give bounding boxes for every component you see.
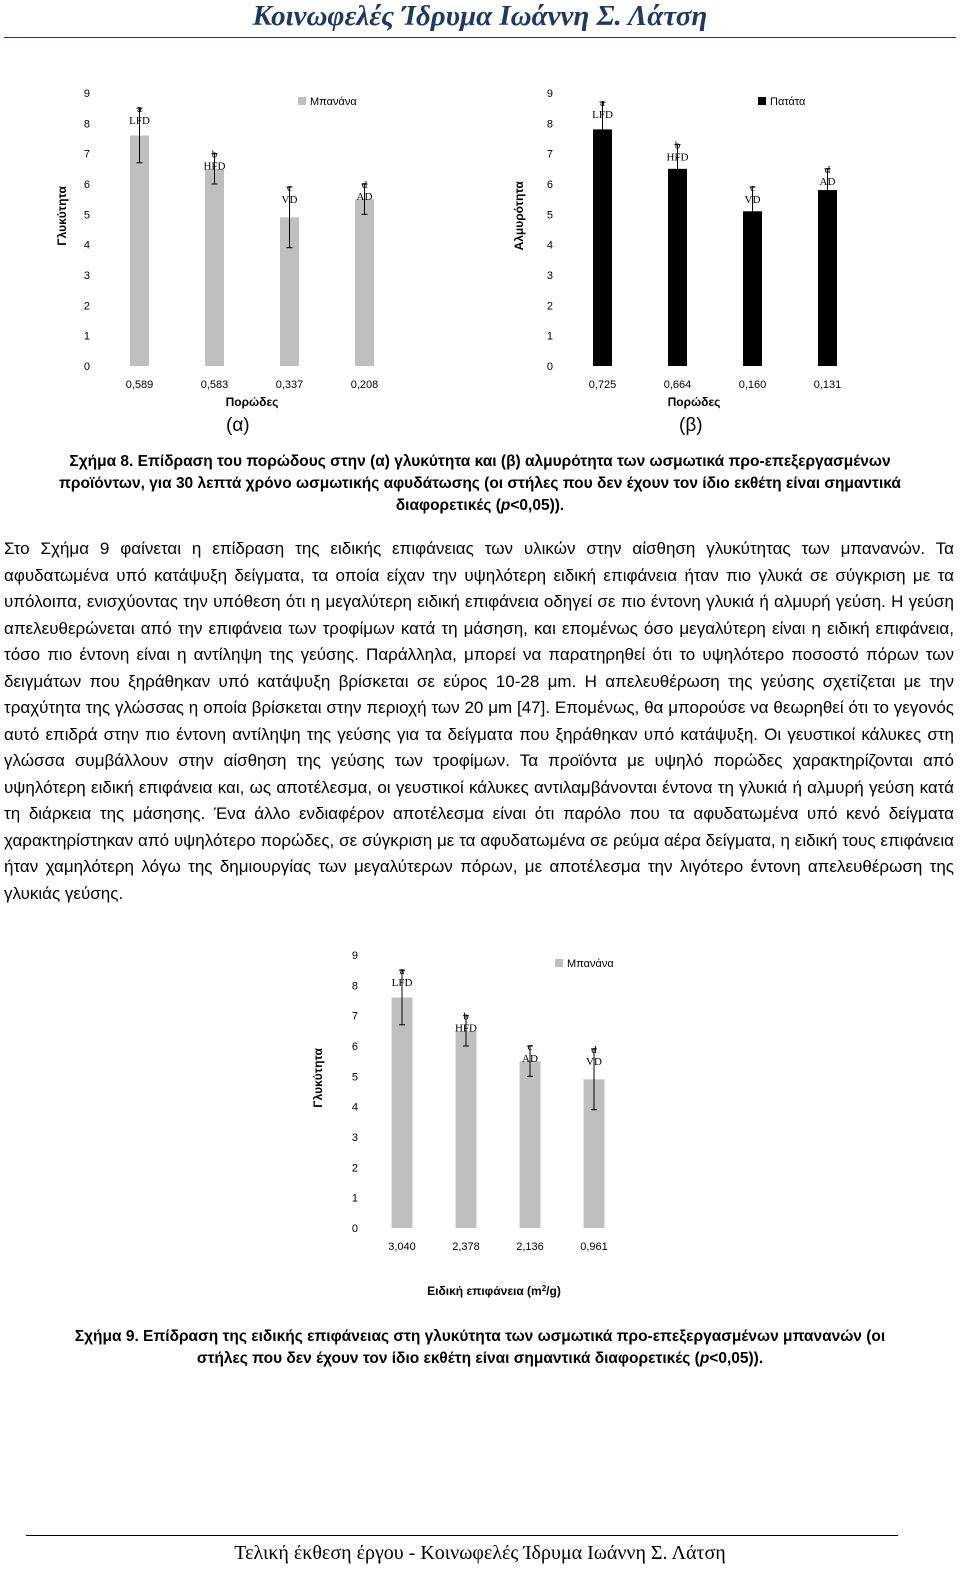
chart-9-ytick-label: 0 <box>351 1223 358 1235</box>
chart-a-ytick-label: 2 <box>83 300 90 313</box>
chart-9-bar <box>456 1031 477 1228</box>
figure9-caption <box>0 1326 960 1370</box>
page-header-title: Κοινωφελές Ίδρυμα Ιωάννη Σ. Λάτση <box>252 0 708 32</box>
chart-b-xtick-label: 0,160 <box>738 379 767 391</box>
figure9-caption-line2-post: <0,05)). <box>709 1350 764 1367</box>
figure9-caption-p-symbol: p <box>699 1350 710 1367</box>
chart-9-xtick-label: 0,961 <box>580 1241 608 1253</box>
figure8-chart-a <box>40 80 480 415</box>
chart-a-ytick-label: 1 <box>83 330 90 343</box>
figure8-caption-line2: προϊόντων, για 30 λεπτά χρόνο ωσμωτικής αφυδάτωσης (οι στήλες που δεν έχουν τον ίδιο εκθέτη είναι σημαντικά <box>59 475 901 492</box>
chart-9-legend-label: Μπανάνα <box>567 958 614 970</box>
chart-9-ytick-label: 3 <box>351 1132 358 1144</box>
figure8-caption <box>0 451 960 517</box>
chart-b-significance-letter: c <box>750 182 755 195</box>
chart-b-group-label: VD <box>744 194 761 207</box>
chart-9-ytick-label: 7 <box>351 1010 358 1023</box>
chart-a-significance-letter: d <box>361 179 368 191</box>
chart-b-ytick-label: 1 <box>546 330 553 343</box>
chart-b-xtick-label: 0,131 <box>813 379 842 391</box>
chart-a-ylabel: Γλυκύτητα <box>55 186 69 246</box>
chart-9-bar <box>520 1061 541 1228</box>
page-footer: Τελική έκθεση έργου - Κοινωφελές Ίδρυμα Ιωάννη Σ. Λάτση <box>234 1542 726 1564</box>
chart-9-ytick-label: 9 <box>351 950 358 962</box>
chart-9-ytick-label: 5 <box>351 1071 358 1084</box>
chart-a-group-label: HFD <box>203 160 226 173</box>
figure8-caption-line3 <box>0 495 960 517</box>
figure8-caption-line3-post: <0,05)). <box>510 497 565 514</box>
chart-b-ytick-label: 6 <box>546 179 553 191</box>
chart-9-ytick-label: 4 <box>351 1101 358 1114</box>
chart-a-xlabel: Πορώδες <box>225 395 279 409</box>
chart-a-xtick-label: 0,337 <box>275 379 304 391</box>
chart-9-group-label: AD <box>522 1053 538 1065</box>
figure8-caption-line3-pre: διαφορετικές ( <box>395 497 501 514</box>
chart-9-significance-letter: b <box>463 1010 469 1023</box>
chart-9-ylabel: Γλυκύτητα <box>311 1048 325 1108</box>
chart-a-ytick-label: 5 <box>83 209 90 222</box>
chart-9-ytick-label: 8 <box>351 980 358 993</box>
chart-a-legend-swatch <box>298 97 306 105</box>
chart-9-xtick-label: 2,136 <box>516 1241 544 1253</box>
chart-a-ytick-label: 6 <box>83 179 90 191</box>
chart-9-xlabel-superscript: 2 <box>541 1283 547 1293</box>
chart-a-ytick-label: 0 <box>83 361 90 373</box>
chart-b-significance-letter: b <box>674 139 681 152</box>
chart-a-ytick-label: 9 <box>83 88 90 100</box>
chart-b-ytick-label: 7 <box>546 148 553 161</box>
body-paragraph <box>4 536 954 907</box>
chart-9-bar <box>392 997 413 1228</box>
chart-a-group-label: AD <box>356 191 373 203</box>
chart-b-ytick-label: 4 <box>546 239 553 252</box>
chart-b-xtick-label: 0,664 <box>663 379 692 391</box>
figure8-chart-b <box>495 80 935 415</box>
chart-a-xtick-label: 0,583 <box>200 379 229 391</box>
chart-9-xtick-label: 3,040 <box>388 1241 416 1253</box>
chart-9-ytick-label: 6 <box>351 1041 358 1053</box>
chart-9-group-label: HFD <box>454 1022 478 1035</box>
chart-a-bar <box>130 135 149 366</box>
chart-b-ytick-label: 5 <box>546 209 553 222</box>
chart-b-legend-swatch <box>758 97 766 105</box>
chart-b-xlabel: Πορώδες <box>667 395 721 409</box>
chart-9-significance-letter: d <box>591 1044 597 1057</box>
figure9-caption-line2-pre: στήλες που δεν έχουν τον ίδιο εκθέτη είναι σημαντικά διαφορετικές ( <box>196 1350 700 1367</box>
chart-a-bar <box>355 199 374 366</box>
chart-a-ytick-label: 3 <box>83 270 90 282</box>
chart-9-xlabel-main: Ειδική επιφάνεια (m <box>427 1284 542 1298</box>
figure8-caption-p-symbol: p <box>500 497 511 514</box>
chart-a-significance-letter: a <box>137 103 142 116</box>
chart-b-legend-label: Πατάτα <box>770 96 806 108</box>
chart-9-xlabel <box>427 1284 561 1299</box>
figure8-caption-line1: Σχήμα 8. Επίδραση του πορώδους στην (α) γλυκύτητα και (β) αλμυρότητα των ωσμωτικά προ-επεξεργασμένων <box>69 453 891 470</box>
chart-9-ytick-label: 1 <box>351 1192 358 1205</box>
chart-b-bar <box>593 129 612 366</box>
chart-9-xlabel-unit: /g) <box>546 1284 561 1298</box>
figure9-chart <box>290 940 670 1310</box>
chart-b-ylabel: Αλμυρότητα <box>512 181 526 251</box>
footer-divider <box>26 1535 898 1536</box>
chart-a-ytick-label: 8 <box>83 118 90 131</box>
chart-a-significance-letter: b <box>211 148 218 161</box>
chart-9-group-label: LFD <box>391 977 413 990</box>
chart-a-group-label: LFD <box>129 115 150 128</box>
chart-b-significance-letter: d <box>824 163 831 176</box>
header-divider <box>4 37 956 38</box>
figure9-caption-line2 <box>0 1348 960 1370</box>
chart-9-group-label: VD <box>586 1056 602 1069</box>
chart-b-group-label: LFD <box>592 109 613 122</box>
chart-b-ytick-label: 9 <box>546 88 553 100</box>
chart-b-ytick-label: 8 <box>546 118 553 131</box>
chart-a-significance-letter: c <box>287 182 292 195</box>
chart-b-group-label: HFD <box>666 151 689 164</box>
figure8-panel-label-a: (α) <box>226 415 250 436</box>
chart-b-ytick-label: 2 <box>546 300 553 313</box>
chart-a-bar <box>205 169 224 366</box>
chart-9-significance-letter: c <box>527 1041 533 1053</box>
chart-a-group-label: VD <box>281 194 298 207</box>
chart-9-legend-swatch <box>555 959 563 967</box>
chart-b-bar <box>668 169 687 366</box>
chart-b-ytick-label: 0 <box>546 361 553 373</box>
chart-b-bar <box>818 190 837 366</box>
chart-9-ytick-label: 2 <box>351 1162 358 1175</box>
chart-a-xtick-label: 0,208 <box>350 379 379 391</box>
chart-9-xtick-label: 2,378 <box>452 1241 480 1253</box>
figure8-panel-label-b: (β) <box>679 415 703 436</box>
figure9-caption-line1: Σχήμα 9. Επίδραση της ειδικής επιφάνειας στη γλυκύτητα των ωσμωτικά προ-επεξεργασμένων μπανανών (οι <box>74 1328 886 1345</box>
chart-9-significance-letter: a <box>399 965 405 978</box>
chart-b-significance-letter: a <box>600 97 605 110</box>
chart-a-legend-label: Μπανάνα <box>310 96 357 108</box>
chart-b-ytick-label: 3 <box>546 270 553 282</box>
chart-a-ytick-label: 7 <box>83 148 90 161</box>
body-paragraph-text: Στο Σχήμα 9 φαίνεται η επίδραση της ειδικής επιφάνειας των υλικών στην αίσθηση γλυκύτητας των μπανανών. Τα αφυδατωμένα υπό κατάψυξη δείγματα, τα οποία είχαν την υψηλότερη ειδική επιφάνεια ήταν πιο γλυκά σε σύγκριση με τα υπόλοιπα, ενισχύοντας την υπόθεση ότι η μεγαλύτερη ειδική επιφάνεια οδηγεί σε πιο έντονη γλυκιά ή αλμυρή γεύση. Η γεύση απελευθερώνεται από την επιφάνεια των τροφίμων κατά τη μάσηση, και επομένως όσο μεγαλύτερη είναι η ειδική επιφάνεια, τόσο πιο έντονη είναι η αντίληψη της γεύσης. Παράλληλα, μπορεί να παρατηρηθεί ότι το υψηλότερο ποσοστό πόρων των δειγμάτων που ξηράθηκαν υπό κατάψυξη βρίσκεται σε εύρος 10-28 μm. Η απελευθέρωση της γεύσης σχετίζεται με την τραχύτητα της γλώσσας η οποία βρίσκεται στην περιοχή των 20 μm [47]. Επομένως, θα μπορούσε να θεωρηθεί ότι το γεγονός αυτό επιδρά στην πιο έντονη αντίληψη της γεύσης για τα δείγματα που ξηράθηκαν υπό κατάψυξη. Οι γευστικοί κάλυκες στη γλώσσα συμβάλλουν στην αίσθηση της γεύσης των τροφίμων. Τα προϊόντα με υψηλό πορώδες χαρακτηρίζονται από υψηλότερη ειδική επιφάνεια και, ως αποτέλεσμα, οι γευστικοί κάλυκες αντιλαμβάνονται έντονα τη γλυκιά ή αλμυρή γεύση κατά τη διάρκεια της μάσησης. Ένα άλλο ενδιαφέρον αποτέλεσμα είναι ότι παρόλο που τα αφυδατωμένα υπό κενό δείγματα χαρακτηρίστηκαν από υψηλότερο πορώδες, σε σύγκριση με τα αφυδατωμένα σε ρεύμα αέρα δείγματα, η ειδική τους επιφάνεια ήταν χαμηλότερη λόγω της δημιουργίας των μεγαλύτερων πόρων, με αποτέλεσμα την λιγότερο έντονη απελευθέρωση της γλυκιάς γεύσης. <box>4 539 954 903</box>
chart-a-xtick-label: 0,589 <box>125 379 154 391</box>
chart-b-group-label: AD <box>819 175 836 188</box>
chart-a-ytick-label: 4 <box>83 239 90 252</box>
chart-b-xtick-label: 0,725 <box>588 379 617 391</box>
